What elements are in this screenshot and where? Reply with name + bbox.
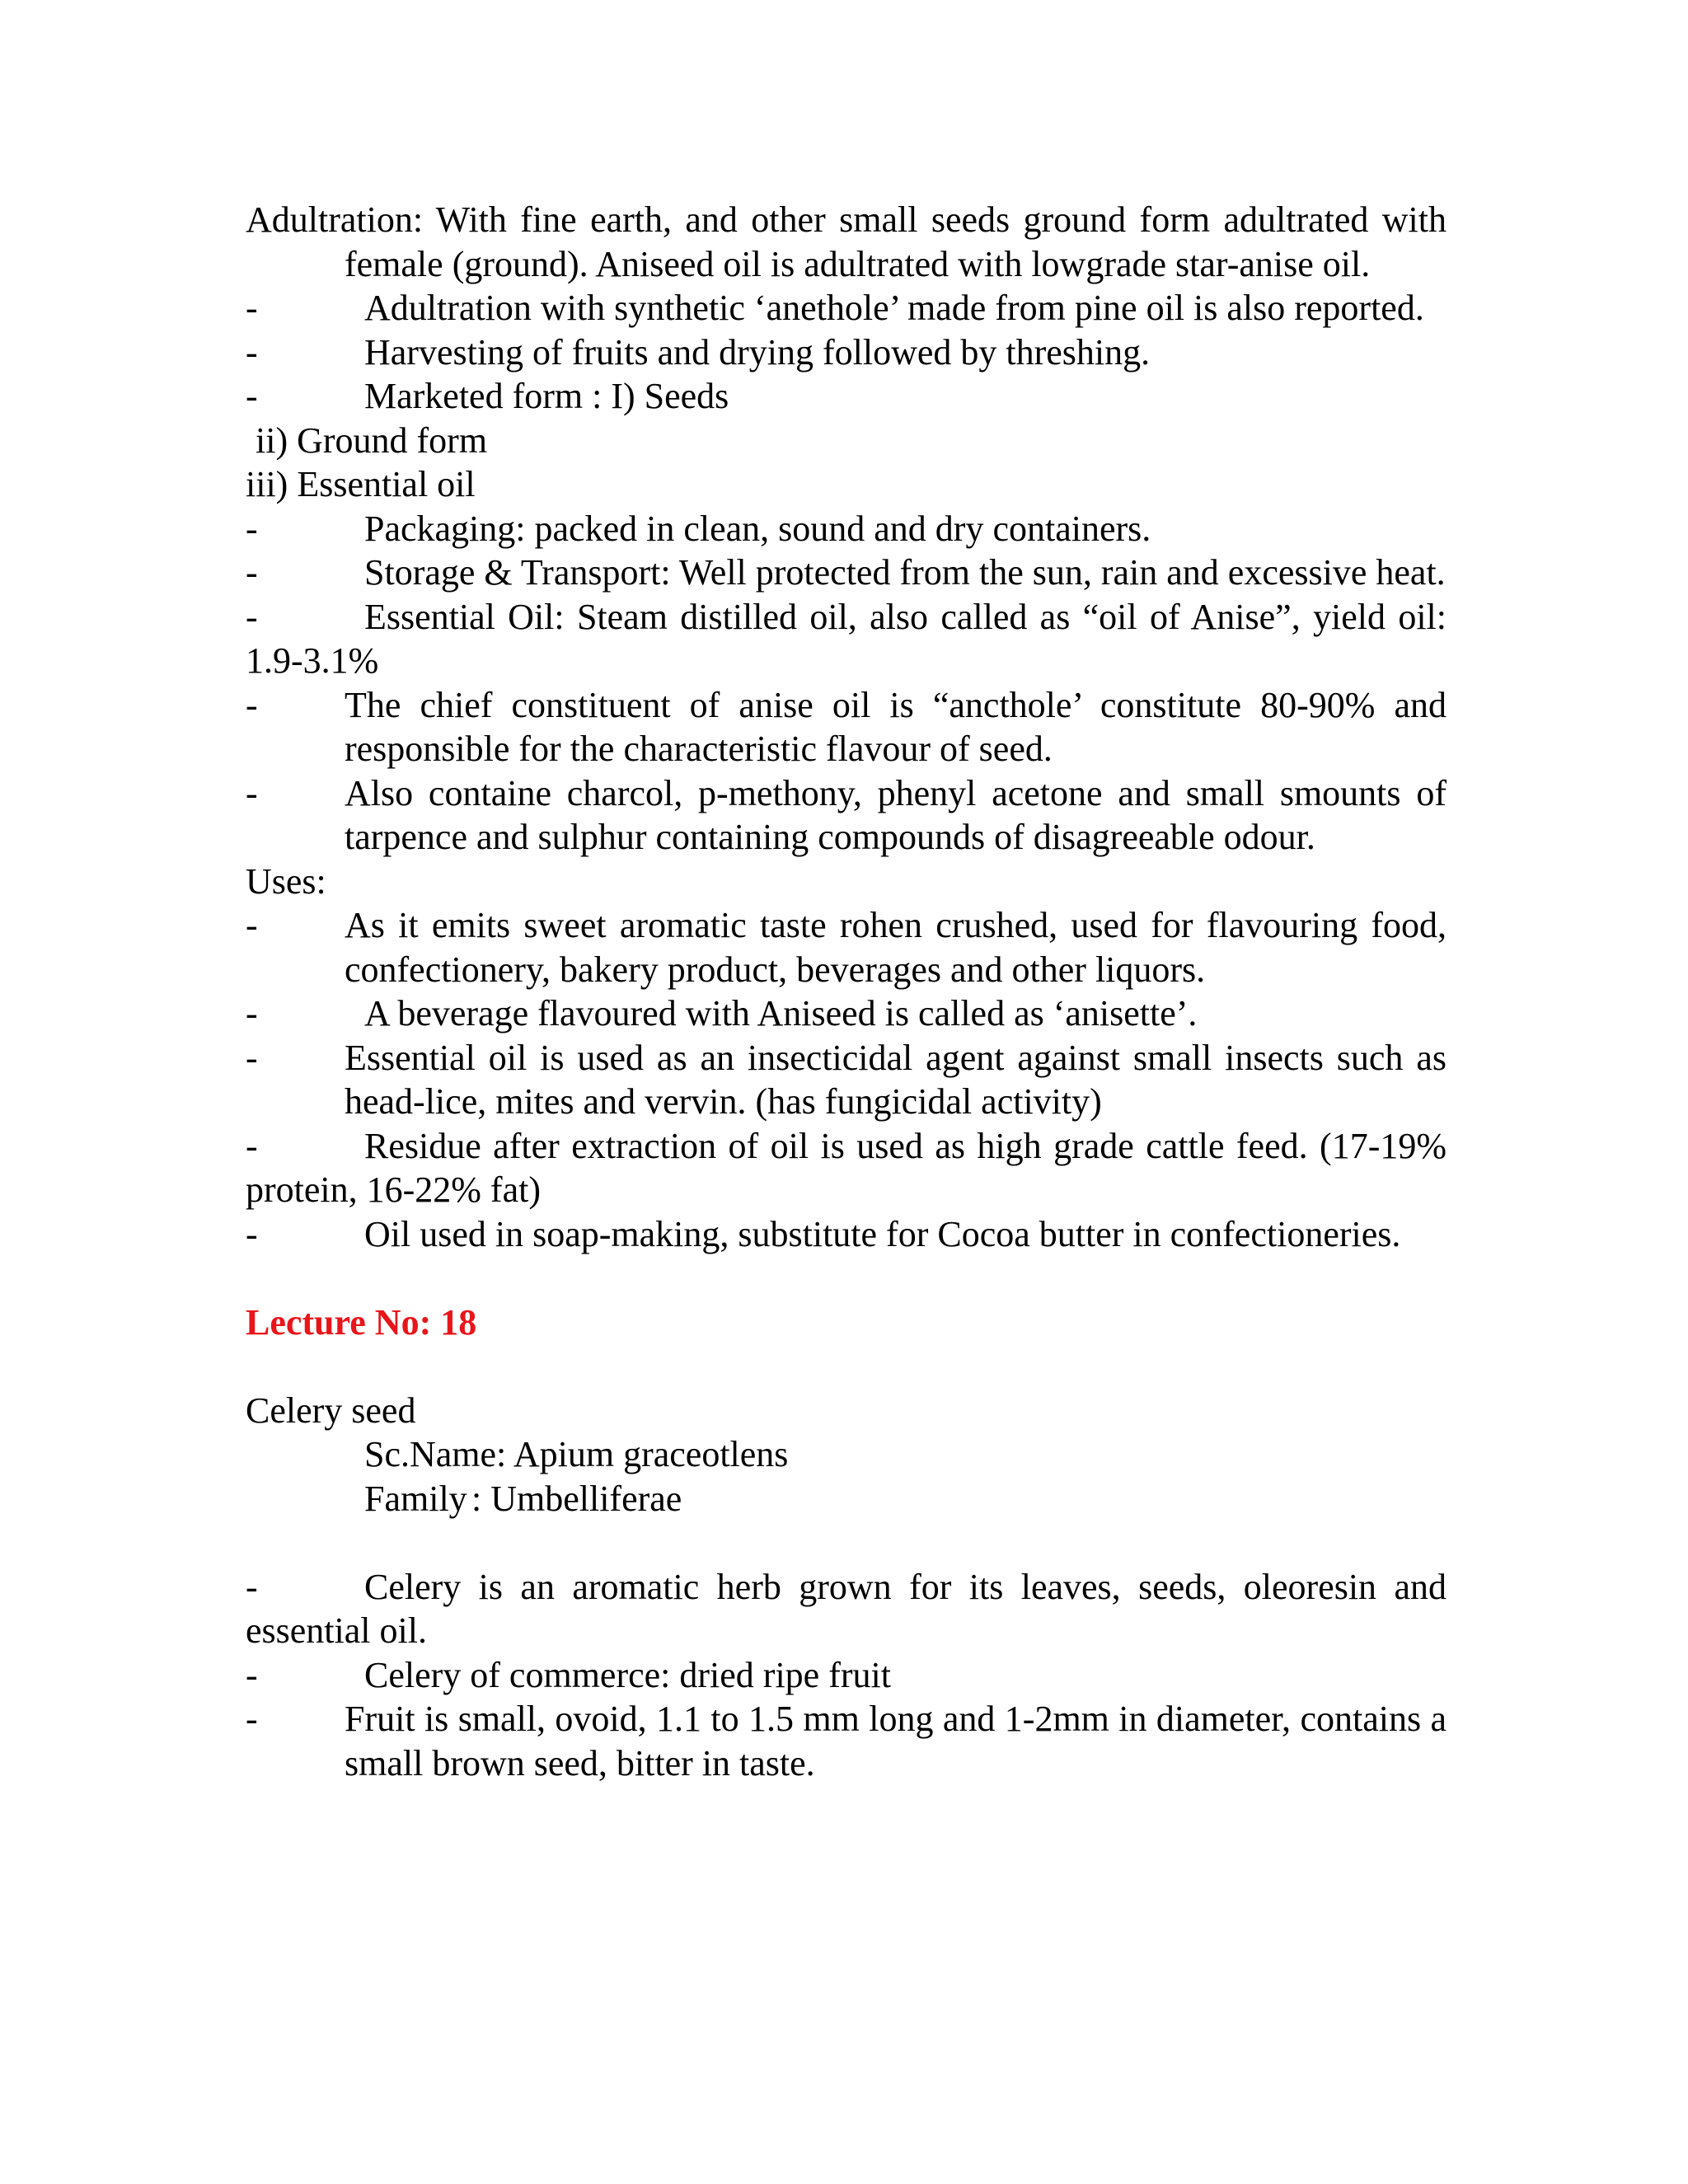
adultration-synthetic-item: - Adultration with synthetic ‘anethole’ made from pine oil is also reported. <box>246 286 1447 330</box>
essential-oil-item: - Essential Oil: Steam distilled oil, also called as “oil of Anise”, yield oil: 1.9-3.1% <box>246 596 1447 681</box>
bullet-dash: - <box>246 376 258 416</box>
use-soap-item: - Oil used in soap-making, substitute for Cocoa butter in confectioneries. <box>246 1212 1447 1257</box>
family-line <box>246 1477 1447 1521</box>
also-contains-item: - Also containe charcol, p-methony, phenyl acetone and small smounts of tarpence and sulphur containing compounds of disagreeable odour. <box>246 772 1447 857</box>
celery-fruit-item: - Fruit is small, ovoid, 1.1 to 1.5 mm long and 1-2mm in diameter, contains a small brown seed, bitter in taste. <box>246 1699 1447 1783</box>
bullet-dash: - <box>246 772 258 813</box>
adultration-paragraph: Adultration: With fine earth, and other small seeds ground form adultrated with female (ground). Aniseed oil is adultrated with lowgrade star-anise oil. <box>246 199 1447 284</box>
bullet-dash: - <box>246 993 258 1033</box>
use-anisette-item: - A beverage flavoured with Aniseed is called as ‘anisette’. <box>246 991 1447 1036</box>
bullet-dash: - <box>246 1125 258 1166</box>
bullet-dash: - <box>246 905 258 945</box>
family-key: Family <box>364 1478 467 1519</box>
bullet-dash: - <box>246 1566 258 1607</box>
spacer <box>246 1344 1447 1389</box>
celery-title: Celery seed <box>246 1390 416 1431</box>
bullet-dash: - <box>246 552 258 593</box>
packaging-item: - Packaging: packed in clean, sound and dry containers. <box>246 507 1447 551</box>
use-insecticide-item: - Essential oil is used as an insecticidal agent against small insects such as head-lice, mites and vervin. (has fungicidal activity) <box>246 1037 1447 1122</box>
bullet-dash: - <box>246 1699 258 1739</box>
bullet-dash: - <box>246 508 258 549</box>
bullet-dash: - <box>246 1213 258 1254</box>
use-cattle-feed-item: - Residue after extraction of oil is used as high grade cattle feed. (17-19% protein, 16-22% fat) <box>246 1125 1447 1210</box>
celery-commerce-item: - Celery of commerce: dried ripe fruit <box>246 1653 1447 1698</box>
spacer <box>246 1256 1447 1301</box>
harvesting-item: - Harvesting of fruits and drying followed by threshing. <box>246 330 1447 375</box>
page-content <box>246 198 1447 1785</box>
bullet-dash: - <box>246 596 258 637</box>
marketed-form-iii: iii) Essential oil <box>246 464 476 504</box>
spacer <box>246 1521 1447 1565</box>
family-value: : Umbelliferae <box>471 1478 682 1519</box>
use-flavouring-item: - As it emits sweet aromatic taste rohen crushed, used for flavouring food, confectionery, bakery product, beverages and other liquors. <box>246 905 1447 990</box>
celery-herb-item: - Celery is an aromatic herb grown for its leaves, seeds, oleoresin and essential oil. <box>246 1566 1447 1651</box>
bullet-dash: - <box>246 331 258 373</box>
lecture-heading: Lecture No: 18 <box>246 1301 477 1343</box>
bullet-dash: - <box>246 1654 258 1695</box>
marketed-form-ii: ii) Ground form <box>256 419 488 461</box>
bullet-dash: - <box>246 288 258 328</box>
bullet-dash: - <box>246 1037 258 1078</box>
uses-label: Uses: <box>246 860 326 902</box>
bullet-dash: - <box>246 684 258 725</box>
chief-constituent-item: - The chief constituent of anise oil is “ancthole’ constitute 80-90% and responsible for the characteristic flavour of seed. <box>246 684 1447 769</box>
marketed-form-item: - Marketed form : I) Seeds <box>246 374 1447 419</box>
storage-item: - Storage & Transport: Well protected from the sun, rain and excessive heat. <box>246 551 1447 595</box>
scientific-name: Sc.Name: Apium graceotlens <box>364 1434 789 1474</box>
